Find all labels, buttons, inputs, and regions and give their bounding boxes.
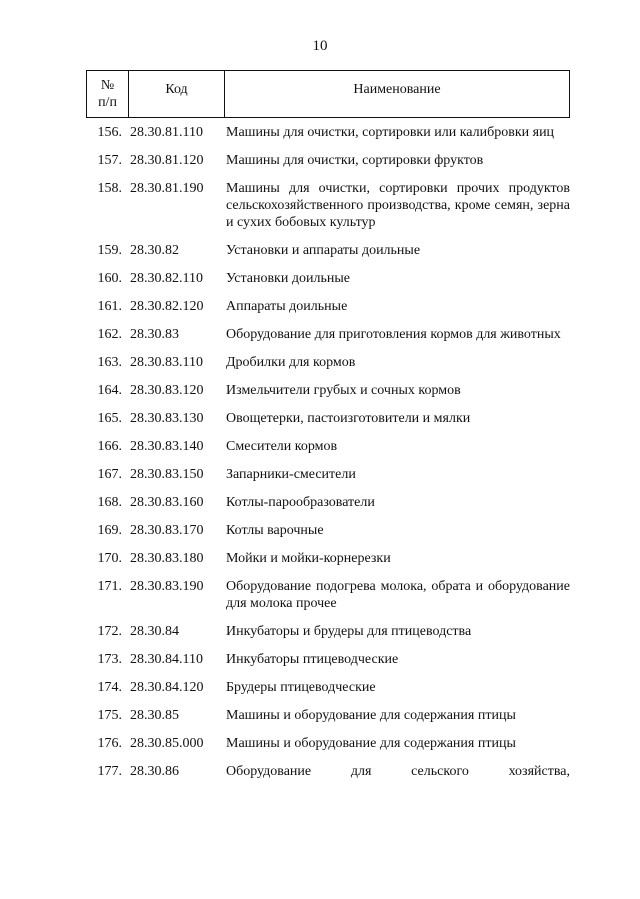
table-row: [86, 707, 570, 724]
table-row: [86, 735, 570, 752]
row-number: 168.: [97, 495, 122, 510]
page-number: 10: [312, 38, 328, 54]
row-code: 28.30.84: [130, 624, 179, 639]
table-row: [86, 651, 570, 668]
row-number: 159.: [97, 243, 122, 258]
row-name: Машины для очистки, сортировки фруктов: [226, 153, 484, 168]
row-name: Машины для очистки, сортировки или калибровки яиц: [226, 125, 555, 140]
table-header: [86, 70, 570, 118]
row-name: Машины и оборудование для содержания птицы: [226, 736, 516, 751]
row-code: 28.30.82.120: [130, 299, 204, 314]
row-number: 174.: [97, 680, 122, 695]
row-number: 173.: [97, 652, 122, 667]
table-row: [86, 522, 570, 539]
table-row: [86, 578, 570, 612]
header-name: Наименование: [353, 82, 441, 97]
row-number: 166.: [97, 439, 122, 454]
row-name: Машины для очистки, сортировки прочих продуктов сельскохозяйственного производства, кроме семян, зерна и сухих бобовых культур: [226, 181, 570, 230]
row-number: 176.: [97, 736, 122, 751]
row-number: 161.: [97, 299, 122, 314]
table-row: [86, 550, 570, 567]
row-name: Инкубаторы птицеводческие: [226, 652, 399, 667]
row-code: 28.30.84.120: [130, 680, 204, 695]
row-code: 28.30.83: [130, 327, 179, 342]
row-name: Оборудование для приготовления кормов для животных: [226, 327, 561, 342]
row-name: Установки и аппараты доильные: [226, 243, 421, 258]
row-code: 28.30.83.150: [130, 467, 204, 482]
row-code: 28.30.84.110: [130, 652, 203, 667]
row-number: 162.: [97, 327, 122, 342]
row-name: Установки доильные: [226, 271, 350, 286]
table-row: [86, 354, 570, 371]
table-row: [86, 152, 570, 169]
header-code: Код: [129, 71, 225, 117]
table-row: [86, 438, 570, 455]
row-code: 28.30.81.120: [130, 153, 204, 168]
row-name: Машины и оборудование для содержания птицы: [226, 708, 516, 723]
row-number: 167.: [97, 467, 122, 482]
table-row: [86, 623, 570, 640]
row-name: Дробилки для кормов: [226, 355, 356, 370]
row-code: 28.30.85.000: [130, 736, 204, 751]
row-number: 171.: [97, 579, 122, 594]
row-name: Мойки и мойки-корнерезки: [226, 551, 391, 566]
row-code: 28.30.83.110: [130, 355, 203, 370]
row-name: Измельчители грубых и сочных кормов: [226, 383, 461, 398]
table-row: [86, 124, 570, 141]
table-row: [86, 270, 570, 287]
row-code: 28.30.83.190: [130, 579, 204, 594]
row-number: 164.: [97, 383, 122, 398]
row-code: 28.30.81.190: [130, 181, 204, 196]
row-name: Оборудование для сельского хозяйства,: [226, 764, 570, 779]
row-number: 165.: [97, 411, 122, 426]
row-number: 156.: [97, 125, 122, 140]
table-row: [86, 242, 570, 259]
row-code: 28.30.83.140: [130, 439, 204, 454]
row-number: 160.: [97, 271, 122, 286]
row-name: Инкубаторы и брудеры для птицеводства: [226, 624, 472, 639]
row-name: Оборудование подогрева молока, обрата и оборудование для молока прочее: [226, 579, 570, 611]
row-number: 172.: [97, 624, 122, 639]
row-name: Овощетерки, пастоизготовители и мялки: [226, 411, 471, 426]
table-row: [86, 679, 570, 696]
row-code: 28.30.82.110: [130, 271, 203, 286]
table-row: [86, 763, 570, 780]
row-code: 28.30.82: [130, 243, 179, 258]
row-code: 28.30.83.160: [130, 495, 204, 510]
table-row: [86, 326, 570, 343]
row-name: Котлы варочные: [226, 523, 324, 538]
row-number: 163.: [97, 355, 122, 370]
row-code: 28.30.83.180: [130, 551, 204, 566]
row-name: Запарники-смесители: [226, 467, 356, 482]
row-number: 169.: [97, 523, 122, 538]
row-name: Котлы-парообразователи: [226, 495, 375, 510]
table-row: [86, 180, 570, 231]
row-name: Аппараты доильные: [226, 299, 348, 314]
row-code: 28.30.83.170: [130, 523, 204, 538]
row-code: 28.30.83.130: [130, 411, 204, 426]
table-row: [86, 494, 570, 511]
row-name: Брудеры птицеводческие: [226, 680, 376, 695]
row-code: 28.30.85: [130, 708, 179, 723]
row-number: 157.: [97, 153, 122, 168]
table-row: [86, 410, 570, 427]
row-code: 28.30.81.110: [130, 125, 203, 140]
row-code: 28.30.83.120: [130, 383, 204, 398]
row-number: 158.: [97, 181, 122, 196]
table-body: [86, 124, 570, 791]
table-row: [86, 466, 570, 483]
row-number: 175.: [97, 708, 122, 723]
row-number: 177.: [97, 764, 122, 779]
header-num: № п/п: [87, 71, 129, 117]
table-row: [86, 382, 570, 399]
row-number: 170.: [97, 551, 122, 566]
row-code: 28.30.86: [130, 764, 179, 779]
table-row: [86, 298, 570, 315]
row-name: Смесители кормов: [226, 439, 338, 454]
